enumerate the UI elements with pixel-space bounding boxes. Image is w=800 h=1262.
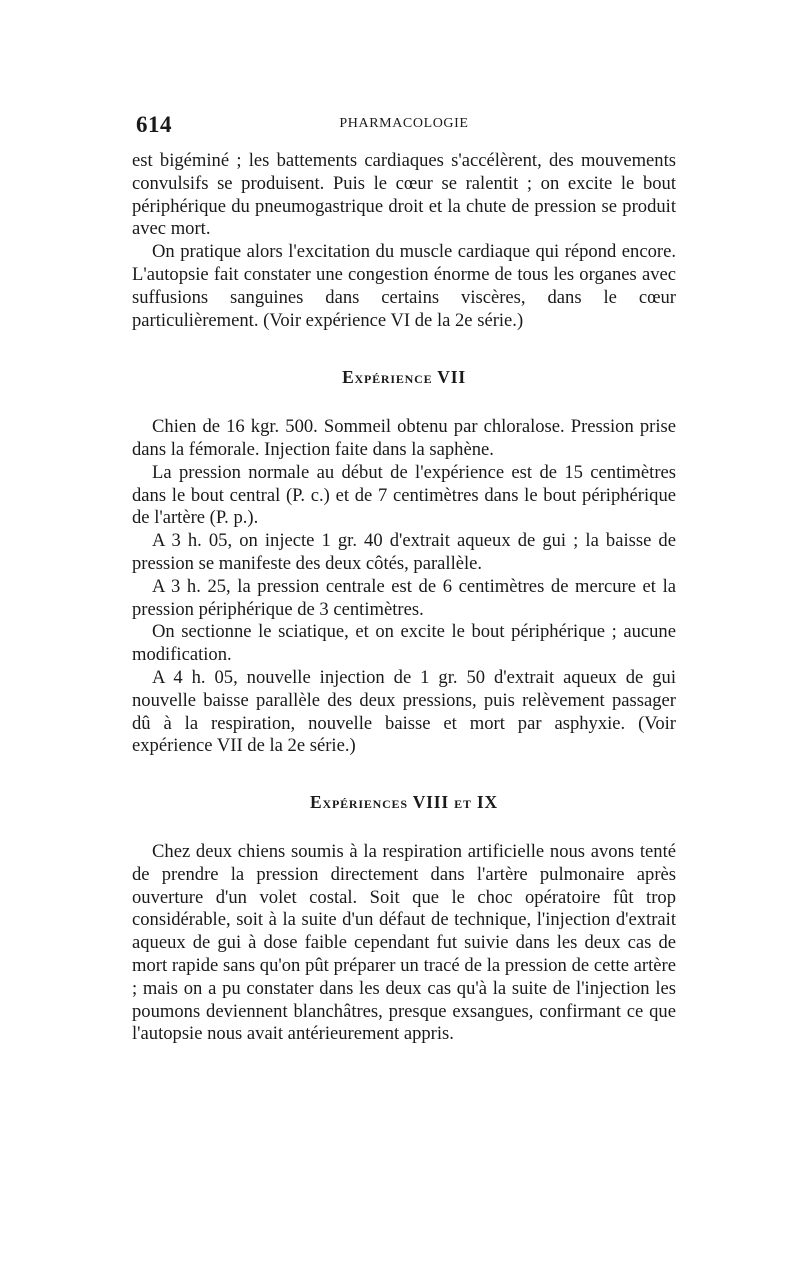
paragraph: On pratique alors l'excitation du muscle cardiaque qui répond encore. L'autopsie fait constater une congestion énorme de tous les organes avec suffusions sanguines dans certains viscères, dans le cœur particulièrement. (Voir expérience VI de la 2e série.) <box>132 241 676 331</box>
paragraph: La pression normale au début de l'expérience est de 15 centimètres dans le bout central (P. c.) et de 7 centimètres dans le bout périphérique de l'artère (P. p.). <box>132 461 676 529</box>
paragraph: On sectionne le sciatique, et on excite le bout périphérique ; aucune modification. <box>132 621 676 666</box>
page-number: 614 <box>136 112 172 137</box>
paragraph: A 3 h. 25, la pression centrale est de 6 centimètres de mercure et la pression périphérique de 3 centimètres. <box>132 575 676 620</box>
body-text <box>132 150 676 1046</box>
section-title-experiences-viii-ix: Expériences VIII et IX <box>310 792 498 813</box>
paragraph: Chien de 16 kgr. 500. Sommeil obtenu par chloralose. Pression prise dans la fémorale. Injection faite dans la saphène. <box>132 416 676 460</box>
page-header <box>136 112 672 142</box>
paragraph: A 4 h. 05, nouvelle injection de 1 gr. 50 d'extrait aqueux de gui nouvelle baisse parallèle des deux pressions, puis relèvement passager dû à la respiration, nouvelle baisse et mort par asphyxie. (Voir expérience VII de la 2e série.) <box>132 666 676 757</box>
paragraph: Chez deux chiens soumis à la respiration artificielle nous avons tenté de prendre la pression directement dans l'artère pulmonaire après ouverture d'un volet costal. Soit que le choc opératoire fût trop considérable, soit à la suite d'un défaut de technique, l'injection d'extrait aqueux de gui à dose faible cependant fut suivie dans les deux cas de mort rapide sans qu'on pût préparer un tracé de la pression de cette artère ; mais on a pu constater dans les deux cas qu'à la suite de l'injection les poumons deviennent blanchâtres, presque exsangues, confirmant ce que l'autopsie nous avait antérieurement appris. <box>132 840 676 1045</box>
paragraph: A 3 h. 05, on injecte 1 gr. 40 d'extrait aqueux de gui ; la baisse de pression se manifeste des deux côtés, parallèle. <box>132 530 676 574</box>
paragraph: est bigéminé ; les battements cardiaques s'accélèrent, des mouvements convulsifs se produisent. Puis le cœur se ralentit ; on excite le bout périphérique du pneumogastrique droit et la chute de pression se produit avec mort. <box>132 150 676 240</box>
running-head: PHARMACOLOGIE <box>339 116 469 131</box>
section-title-experience-vii: Expérience VII <box>342 367 466 388</box>
